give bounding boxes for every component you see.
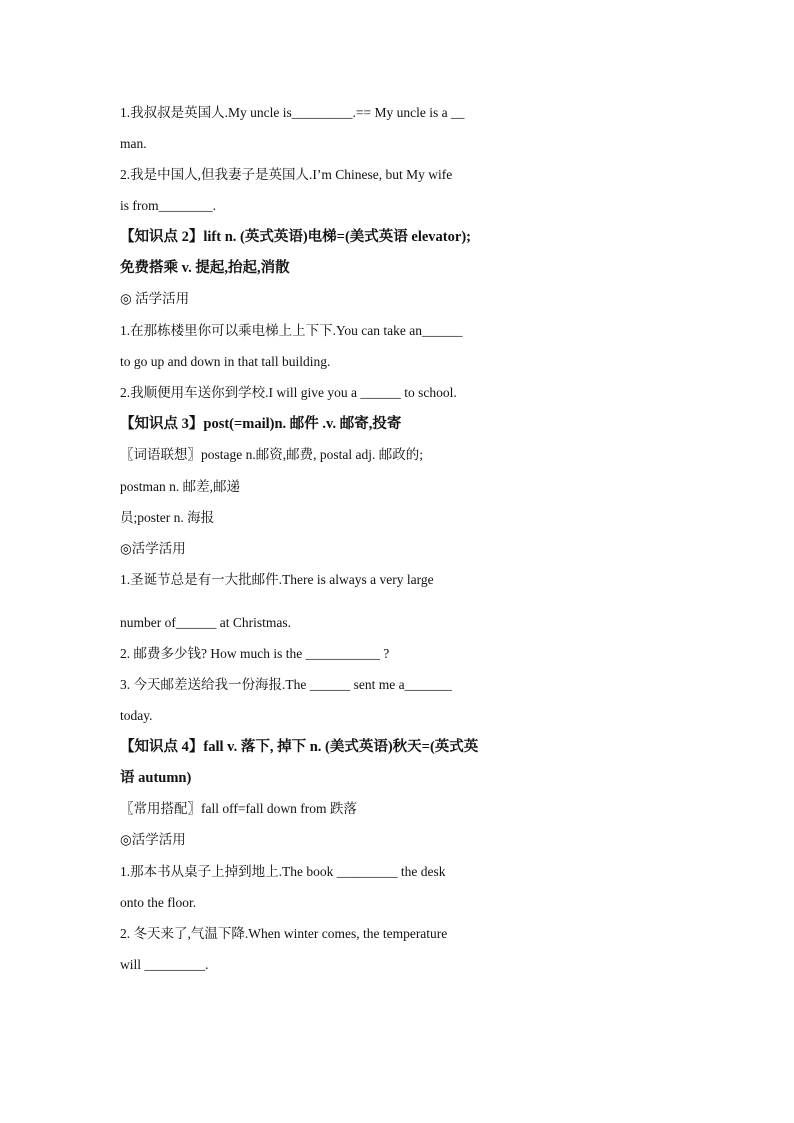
- knowledge-point-heading: 【知识点 4】fall v. 落下, 掉下 n. (美式英语)秋天=(英式英: [120, 739, 479, 755]
- exercise-line: 1.我叔叔是英国人.My uncle is_________.== My uncle is a __: [120, 105, 465, 120]
- word-association-line: 员;poster n. 海报: [120, 510, 215, 525]
- exercise-line: man.: [120, 136, 147, 151]
- exercise-line: 1.那本书从桌子上掉到地上.The book _________ the desk: [120, 864, 446, 879]
- collocation-line: 〖常用搭配〗fall off=fall down from 跌落: [120, 801, 357, 816]
- exercise-line: 2.我是中国人,但我妻子是英国人.I’m Chinese, but My wife: [120, 167, 453, 182]
- exercise-line: 1.在那栋楼里你可以乘电梯上上下下.You can take an______: [120, 323, 463, 338]
- practice-label: ◎活学活用: [120, 832, 186, 847]
- word-association-line: 〖词语联想〗postage n.邮资,邮费, postal adj. 邮政的;: [120, 447, 423, 462]
- exercise-line: 2. 邮费多少钱? How much is the ___________ ?: [120, 646, 390, 661]
- exercise-line: 2. 冬天来了,气温下降.When winter comes, the temperature: [120, 926, 448, 941]
- knowledge-point-heading: 语 autumn): [120, 770, 192, 786]
- exercise-line: to go up and down in that tall building.: [120, 354, 331, 369]
- word-association-line: postman n. 邮差,邮递: [120, 479, 240, 494]
- practice-label: ◎活学活用: [120, 541, 186, 556]
- knowledge-point-heading: 免费搭乘 v. 提起,抬起,消散: [120, 260, 290, 276]
- exercise-line: onto the floor.: [120, 895, 197, 910]
- exercise-line: 3. 今天邮差送给我一份海报.The ______ sent me a_______: [120, 677, 452, 692]
- exercise-line: will _________.: [120, 957, 209, 972]
- exercise-line: is from________.: [120, 198, 216, 213]
- exercise-line: number of______ at Christmas.: [120, 615, 291, 630]
- knowledge-point-heading: 【知识点 2】lift n. (英式英语)电梯=(美式英语 elevator);: [120, 229, 471, 245]
- exercise-line: today.: [120, 708, 153, 723]
- exercise-line: 2.我顺便用车送你到学校.I will give you a ______ to school.: [120, 385, 457, 400]
- knowledge-point-heading: 【知识点 3】post(=mail)n. 邮件 .v. 邮寄,投寄: [120, 416, 402, 432]
- practice-label: ◎ 活学活用: [120, 291, 190, 306]
- exercise-line: 1.圣诞节总是有一大批邮件.There is always a very large: [120, 572, 434, 587]
